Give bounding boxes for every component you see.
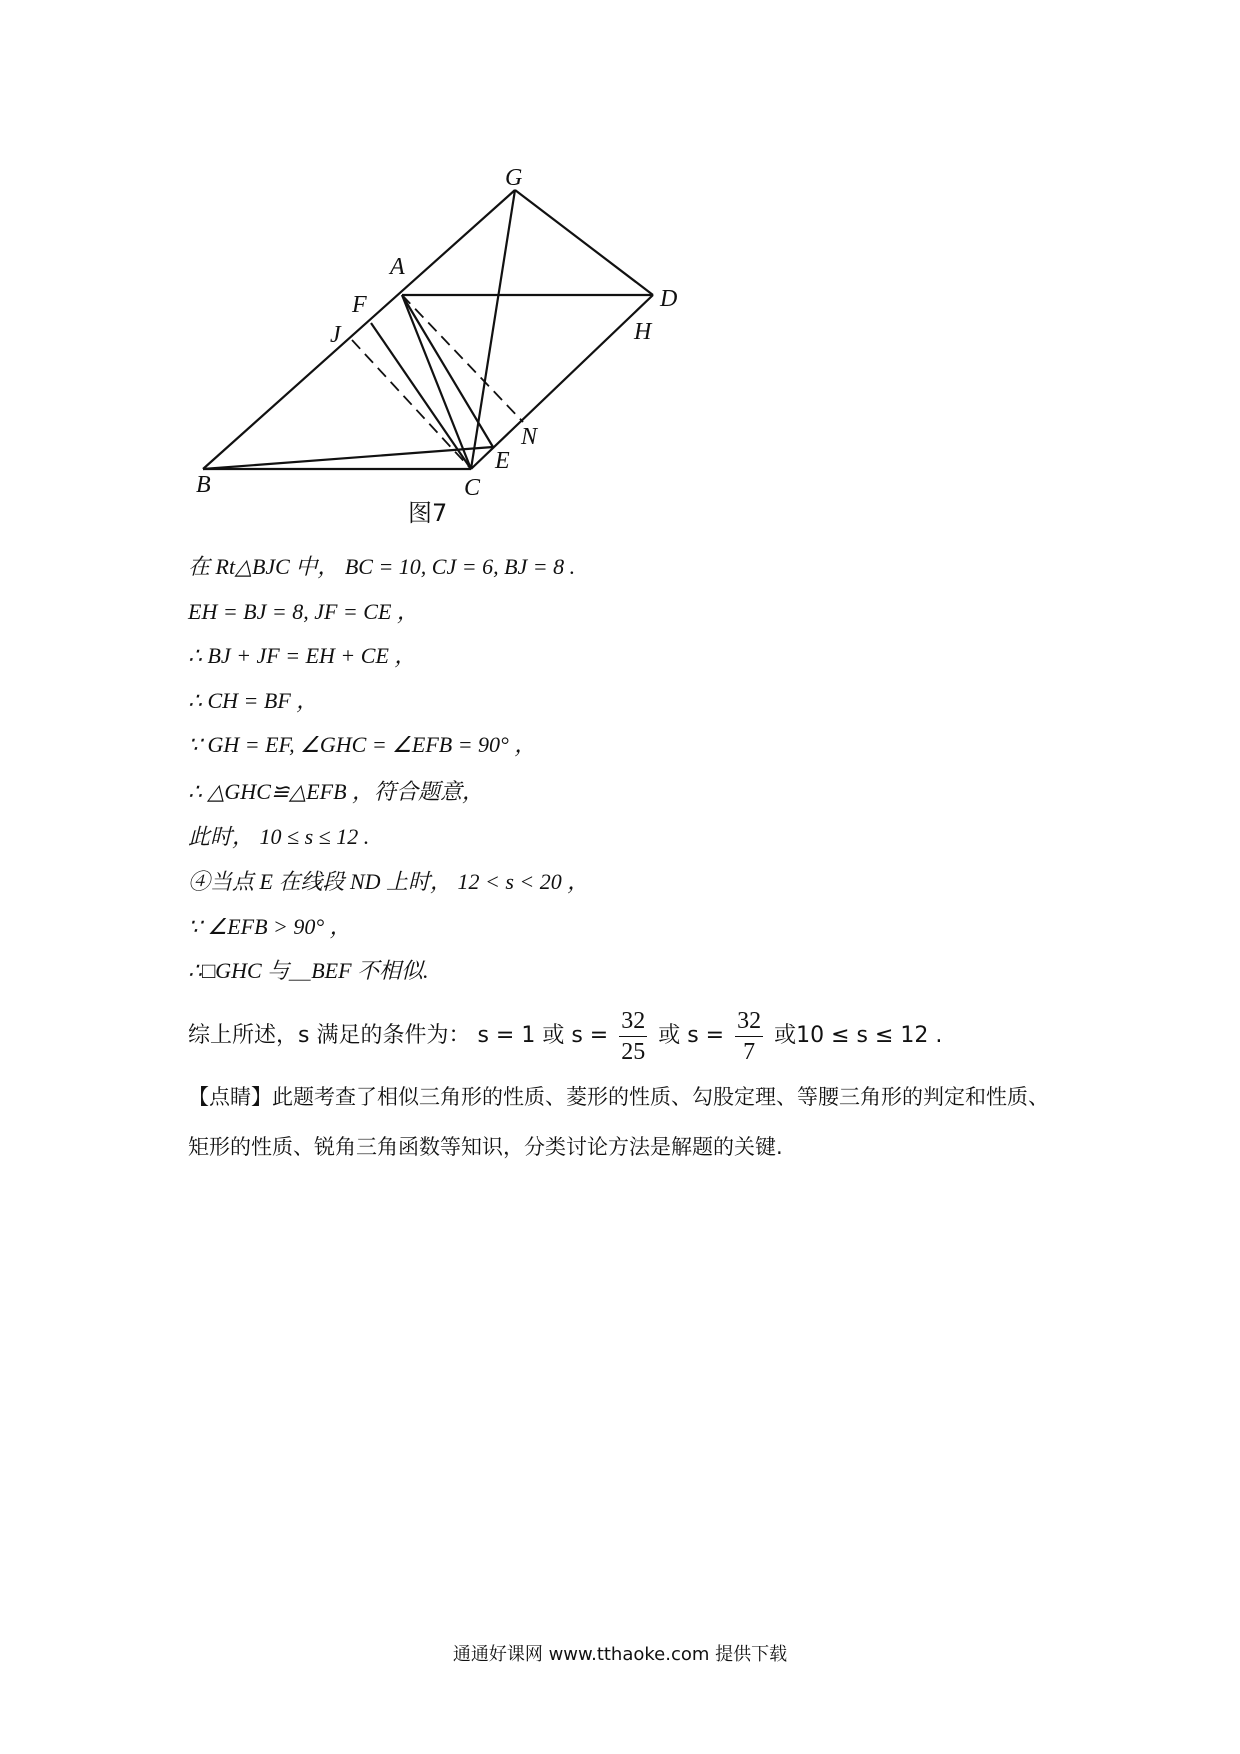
line-10: ∴□GHC 与＿BEF 不相似. (188, 958, 429, 983)
label-E: E (495, 448, 510, 474)
line-8: ④当点 E 在线段 ND 上时， 12 < s < 20 ， (188, 869, 590, 894)
line-3: ∴ BJ + JF = EH + CE ， (188, 643, 417, 668)
page-footer: 通通好课网 www.tthaoke.com 提供下载 (452, 1644, 788, 1665)
label-H: H (634, 319, 652, 345)
label-C: C (464, 475, 481, 501)
geometry-figure (180, 160, 700, 530)
segment-GC (471, 190, 515, 469)
segment-AE (402, 295, 493, 447)
summary-suffix: 或10 ≤ s ≤ 12 . (774, 1023, 943, 1048)
line-5: ∵ GH = EF, ∠GHC = ∠EFB = 90° ， (188, 732, 537, 757)
line-4: ∴ CH = BF ， (188, 688, 319, 713)
fraction-2-denominator: 7 (743, 1038, 756, 1065)
summary-line (188, 1004, 942, 1068)
summary-mid: 或 s = (658, 1023, 725, 1048)
segment-DC (471, 295, 653, 469)
label-A: A (390, 254, 405, 280)
line-6: ∴ △GHC≌△EFB ，符合题意， (188, 779, 485, 804)
fraction-1-numerator: 32 (619, 1006, 647, 1037)
segment-BE (203, 447, 493, 469)
fraction-32-25 (619, 1006, 647, 1067)
comment-paragraph: 【点睛】此题考查了相似三角形的性质、菱形的性质、勾股定理、等腰三角形的判定和性质、矩形的性质、锐角三角函数等知识，分类讨论方法是解题的关键. (188, 1085, 1049, 1159)
line-1: 在 Rt△BJC 中， BC = 10, CJ = 6, BJ = 8 . (188, 554, 576, 579)
summary-prefix: 综上所述，s 满足的条件为： s = 1 或 s = (188, 1023, 609, 1048)
label-D: D (660, 286, 678, 312)
label-G: G (505, 165, 523, 191)
label-F: F (352, 292, 367, 318)
label-N: N (521, 424, 538, 450)
fraction-1-denominator: 25 (621, 1038, 646, 1065)
label-B: B (196, 472, 211, 498)
segment-BG (203, 190, 515, 469)
label-J: J (330, 322, 341, 348)
line-2: EH = BJ = 8, JF = CE ， (188, 599, 419, 624)
figure-caption: 图7 (408, 499, 448, 527)
line-9: ∵ ∠EFB > 90° ， (188, 914, 352, 939)
dashed-AN (402, 295, 523, 422)
segment-GH (515, 190, 653, 295)
fraction-2-numerator: 32 (735, 1006, 763, 1037)
line-7: 此时， 10 ≤ s ≤ 12 . (188, 824, 370, 849)
fraction-32-7 (735, 1006, 763, 1067)
